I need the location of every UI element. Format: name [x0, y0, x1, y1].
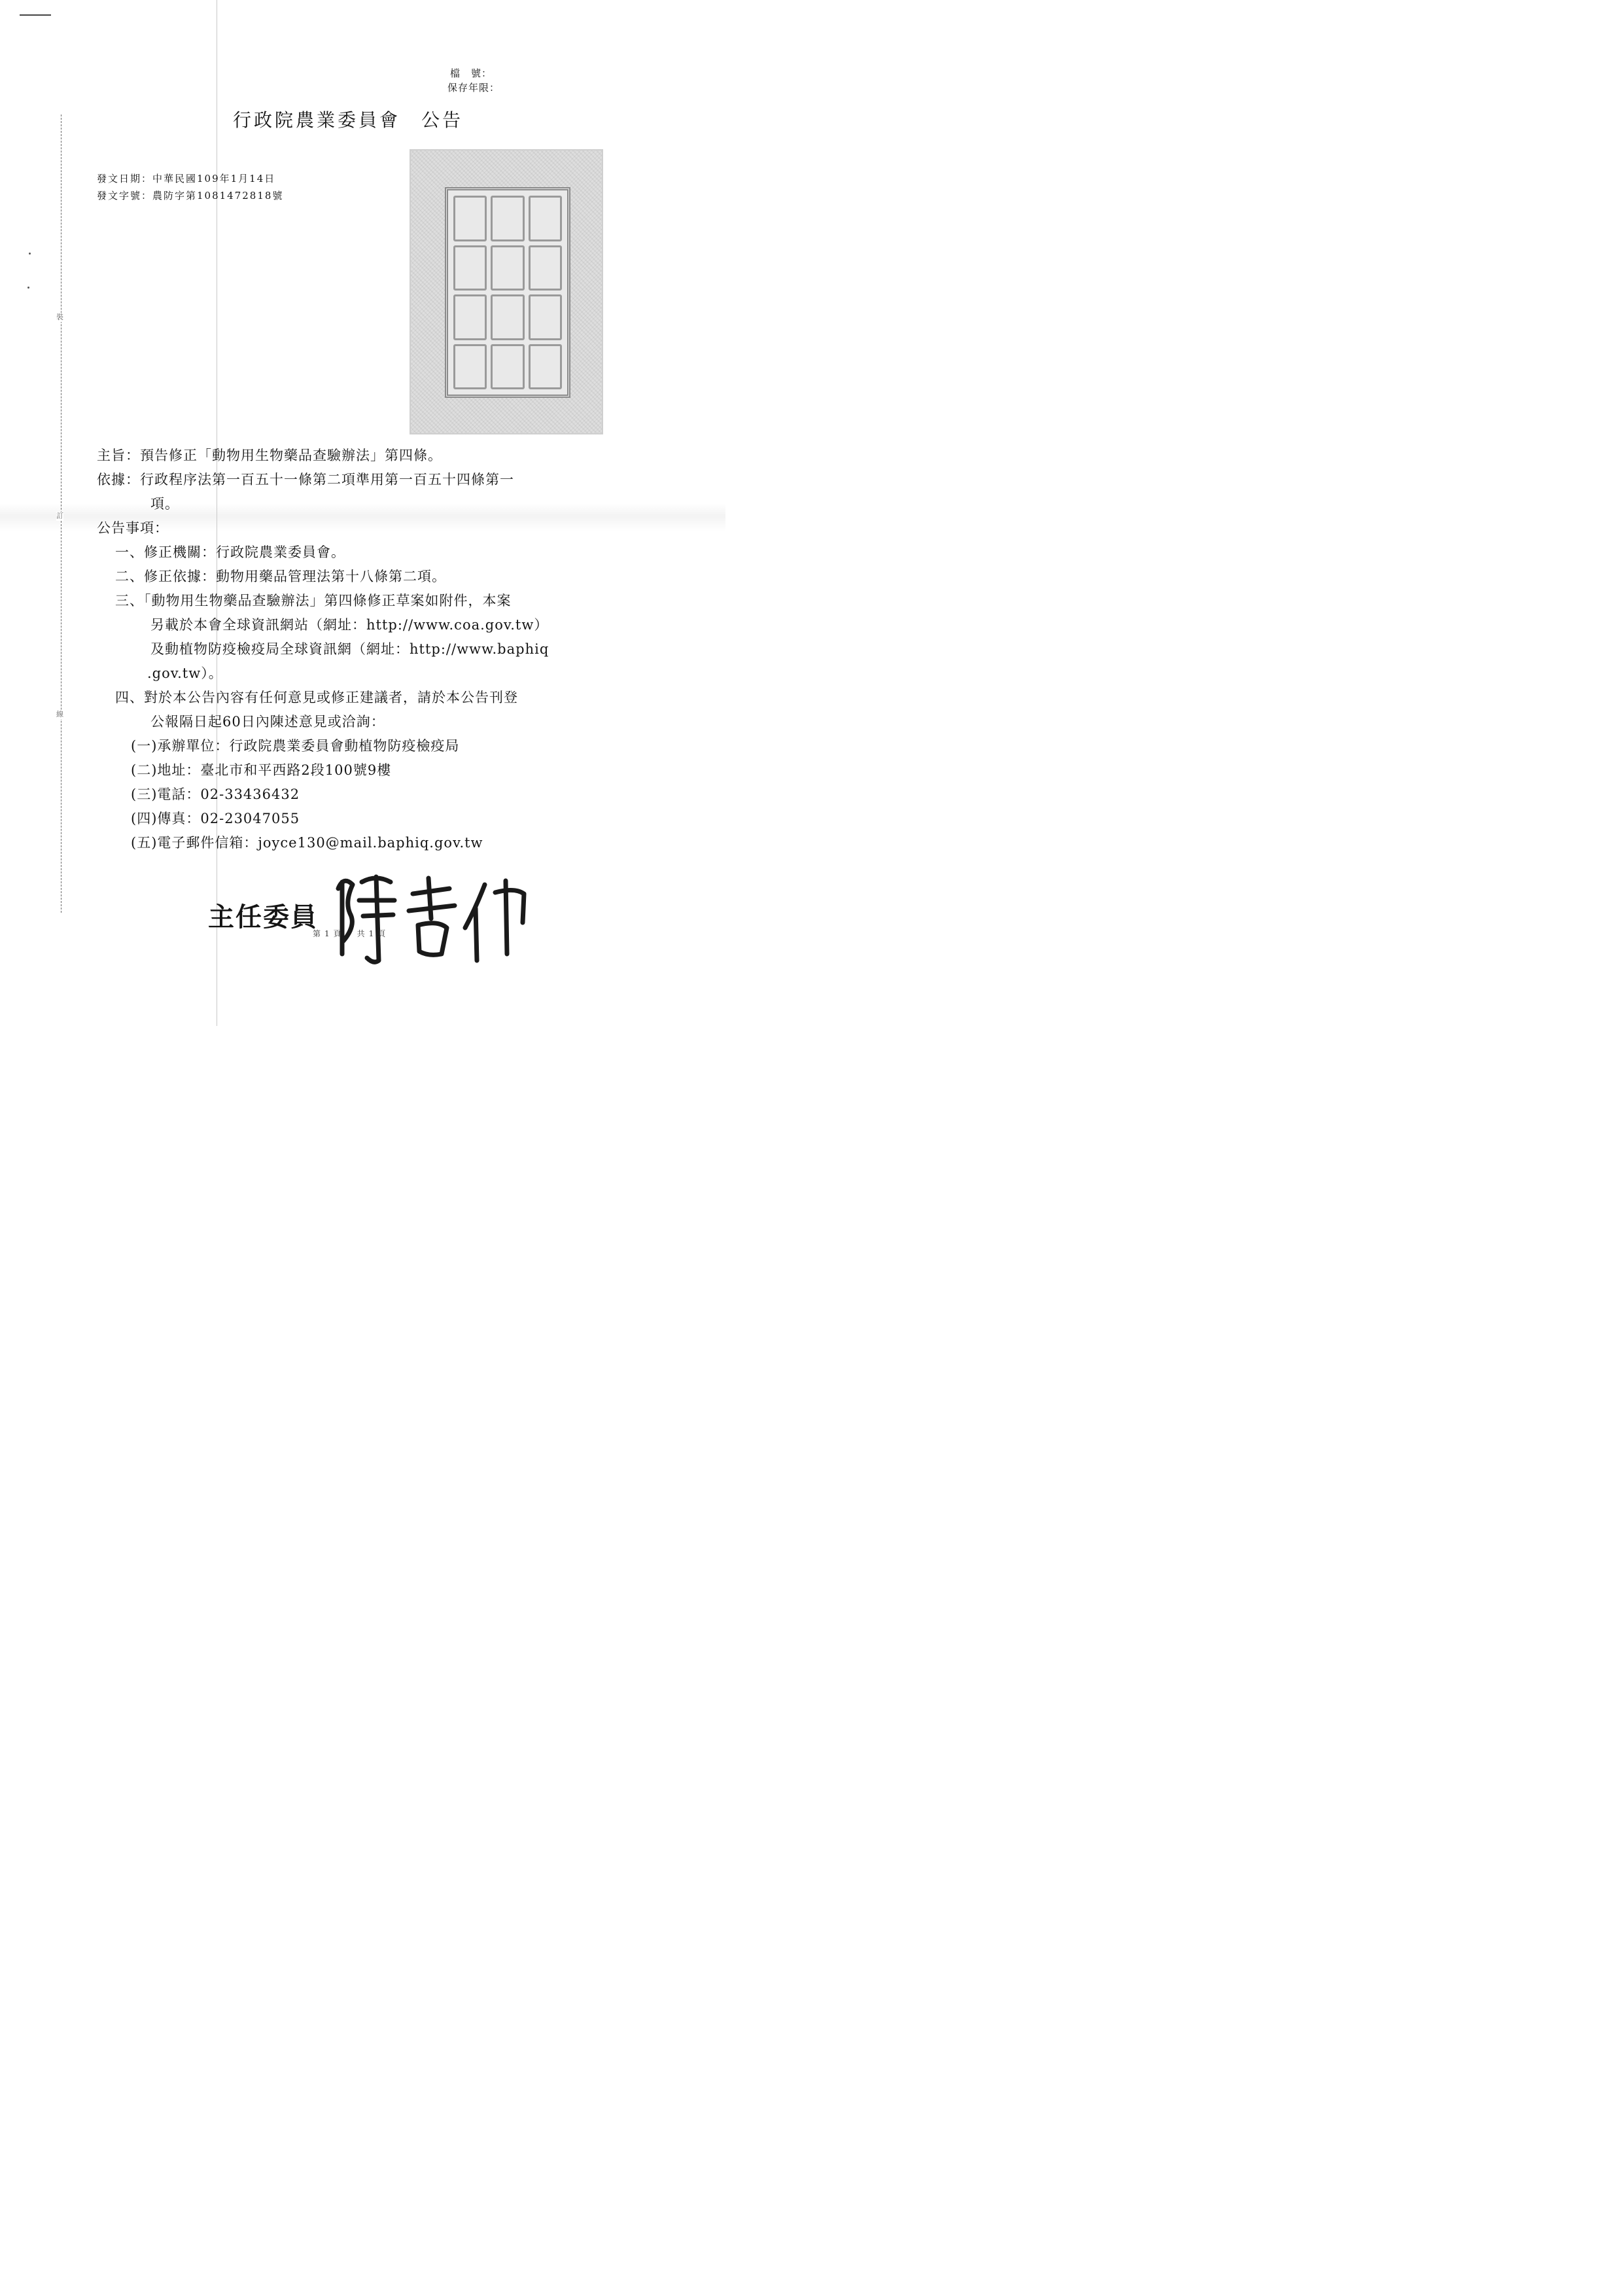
basis-line: 項。 [150, 496, 179, 512]
binding-mark: 線 [56, 710, 63, 718]
issue-date: 發文日期：中華民國109年1月14日 [97, 173, 276, 185]
scan-mark [20, 14, 51, 16]
basis-line: 依據：行政程序法第一百五十一條第二項準用第一百五十四條第一 [97, 472, 514, 487]
item-line: 另載於本會全球資訊網站（網址：http://www.coa.gov.tw） [150, 617, 549, 633]
seal-glyph [453, 245, 487, 291]
seal-glyph [529, 245, 562, 291]
seal-glyph [491, 344, 524, 390]
seal-inner-frame [445, 187, 570, 398]
binding-mark: 訂 [56, 512, 63, 520]
page-number: 第1頁 共1頁 [313, 929, 390, 938]
seal-glyph [491, 245, 524, 291]
file-number-label: 檔 號： [450, 67, 493, 79]
seal-glyph [453, 196, 487, 241]
retention-period-label: 保存年限： [447, 82, 500, 94]
page-title: 行政院農業委員會 公告 [233, 109, 464, 131]
seal-glyph [491, 196, 524, 241]
binding-mark: 裝 [56, 313, 63, 321]
item-line: 一、修正機關：行政院農業委員會。 [115, 544, 345, 560]
item-line: 公報隔日起60日內陳述意見或洽詢： [150, 714, 385, 730]
handwritten-signature [330, 862, 540, 967]
seal-glyph [529, 344, 562, 390]
official-seal [410, 149, 603, 434]
scan-speck [27, 287, 29, 289]
contact-unit: (一)承辦單位：行政院農業委員會動植物防疫檢疫局 [131, 738, 460, 754]
seal-glyph [529, 294, 562, 340]
issue-number: 發文字號：農防字第1081472818號 [97, 190, 284, 202]
contact-address: (二)地址：臺北市和平西路2段100號9樓 [131, 762, 392, 778]
signatory-title: 主任委員 [208, 902, 318, 932]
items-heading: 公告事項： [97, 520, 169, 536]
item-line: .gov.tw）。 [147, 665, 223, 681]
item-line: 及動植物防疫檢疫局全球資訊網（網址：http://www.baphiq [150, 641, 550, 657]
contact-phone: (三)電話：02-33436432 [131, 786, 300, 802]
seal-glyph [453, 344, 487, 390]
contact-email: (五)電子郵件信箱：joyce130@mail.baphiq.gov.tw [131, 835, 483, 851]
scan-speck [29, 253, 31, 255]
seal-glyph [491, 294, 524, 340]
contact-fax: (四)傳真：02-23047055 [131, 811, 300, 826]
seal-glyph [529, 196, 562, 241]
seal-glyph [453, 294, 487, 340]
item-line: 三、「動物用生物藥品查驗辦法」第四條修正草案如附件，本案 [115, 593, 512, 609]
item-line: 四、對於本公告內容有任何意見或修正建議者，請於本公告刊登 [115, 690, 518, 705]
subject-line: 主旨：預告修正「動物用生物藥品查驗辦法」第四條。 [97, 448, 442, 463]
item-line: 二、修正依據：動物用藥品管理法第十八條第二項。 [115, 569, 446, 584]
